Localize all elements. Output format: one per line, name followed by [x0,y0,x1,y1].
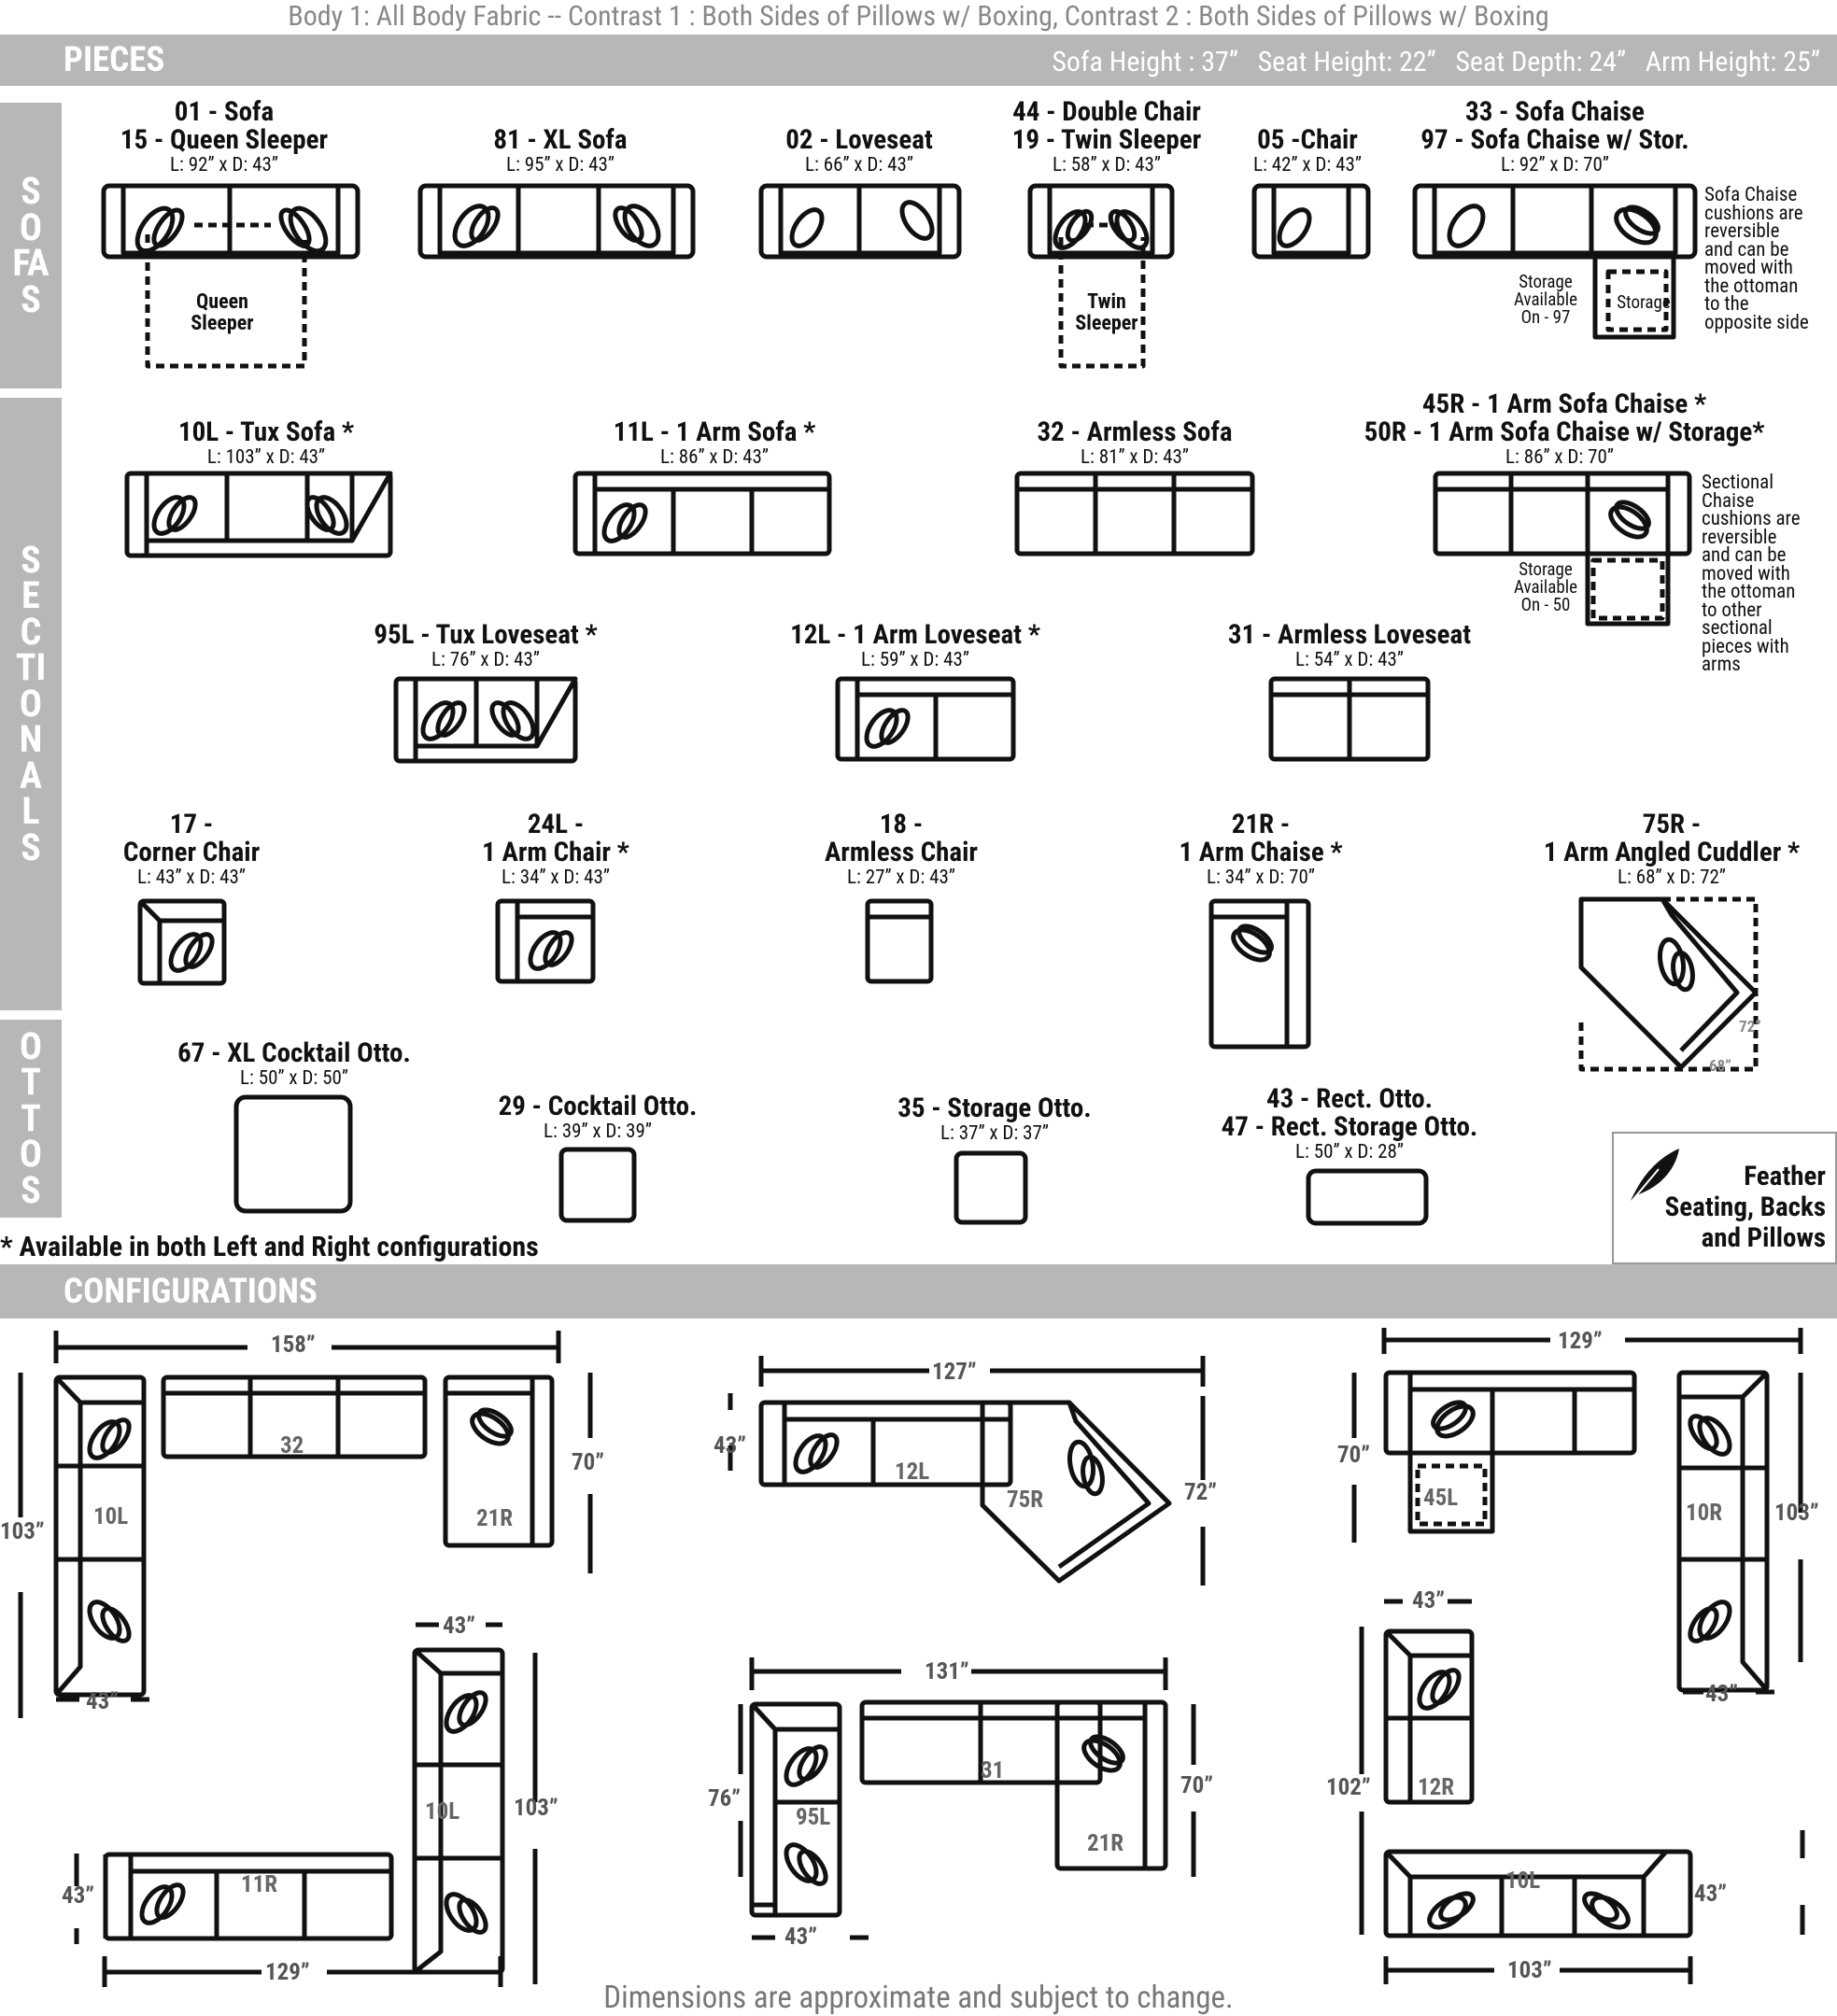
config-1-label-32: 32 [280,1432,304,1459]
cocktail-otto-29-drawing [558,1147,639,1225]
config-3-right: 103” [1774,1500,1819,1527]
config-3-label-10r: 10R [1686,1500,1723,1527]
piece-01-dim: L: 92” x D: 43” [170,154,278,176]
config-1-label-21r: 21R [476,1505,514,1532]
piece-24l-dim: L: 34” x D: 43” [502,867,610,889]
piece-33-dim: L: 92” x D: 70” [1501,154,1609,176]
one-arm-chair-24l-drawing [495,898,598,988]
piece-33-storage-available: Storage Available On - 97 [1513,271,1578,328]
piece-95l-dim: L: 76” x D: 43” [431,649,540,671]
piece-17-name: 17 - Corner Chair [122,809,261,868]
config-2-width: 127” [932,1359,977,1386]
sidebar-sofas [0,103,62,388]
piece-67-name: 67 - XL Cocktail Otto. [177,1037,411,1069]
piece-21r-name: 21R - 1 Arm Chaise * [1179,809,1343,868]
piece-45r-dim: L: 86” x D: 70” [1505,446,1614,469]
piece-10l-name: 10L - Tux Sofa * [177,416,355,448]
piece-35-dim: L: 37” x D: 37” [940,1122,1049,1145]
piece-18-name: 18 - Armless Chair [824,809,978,868]
piece-18-dim: L: 27” x D: 43” [847,867,955,889]
config-4-label-10l: 10L [425,1798,460,1826]
piece-29-dim: L: 39” x D: 39” [544,1121,652,1143]
piece-44-name: 44 - Double Chair 19 - Twin Sleeper [1011,96,1202,156]
config-6-label-12r: 12R [1418,1774,1455,1801]
sidebar-sectionals [0,398,62,1010]
piece-95l-name: 95L - Tux Loveseat * [374,619,598,651]
piece-67-dim: L: 50” x D: 50” [240,1067,348,1090]
config-4-drawing [0,1615,579,1989]
corner-chair-17-drawing [137,898,231,988]
config-2-label-12l: 12L [895,1459,930,1486]
piece-11l-dim: L: 86” x D: 43” [660,446,769,469]
piece-35-name: 35 - Storage Otto. [897,1093,1092,1124]
config-3-height: 70” [1337,1442,1370,1469]
rect-otto-43-drawing [1306,1168,1431,1226]
piece-44-dim: L: 58” x D: 43” [1053,154,1161,176]
piece-45r-storage-available: Storage Available On - 50 [1513,558,1578,615]
config-1-height: 103” [0,1518,45,1545]
config-3-bottom: 43” [1705,1681,1738,1708]
piece-17-dim: L: 43” x D: 43” [137,867,246,889]
sidebar-sofas-label: SOFAS [12,169,49,321]
config-4-label-11r: 11R [241,1871,278,1898]
piece-45r-name: 45R - 1 Arm Sofa Chaise * 50R - 1 Arm Sofa Chaise w/ Storage* [1364,388,1765,448]
piece-02-dim: L: 66” x D: 43” [805,154,913,176]
tux-loveseat-95l-drawing [393,676,580,766]
config-5-height: 76” [708,1785,741,1812]
piece-75r-dim: L: 68” x D: 72” [1618,867,1726,889]
piece-31-dim: L: 54” x D: 43” [1295,649,1404,671]
one-arm-sofa-11l-drawing [572,471,834,560]
config-4-right: 103” [514,1795,558,1822]
config-3-label-45l: 45L [1423,1485,1459,1512]
piece-32-dim: L: 81” x D: 43” [1081,446,1189,469]
tux-sofa-10l-drawing [124,471,395,560]
config-6-right: 43” [1694,1881,1727,1908]
config-1-label-10l: 10L [93,1503,129,1530]
config-6-label-10l: 10L [1505,1868,1541,1895]
config-5-bottom: 43” [784,1924,817,1951]
piece-81-dim: L: 95” x D: 43” [506,154,615,176]
piece-75r-dim-68: 68” [1709,1057,1731,1076]
sofa-01-drawing [101,183,362,370]
config-4-width: 129” [265,1959,310,1986]
config-4-top: 43” [443,1613,475,1640]
sidebar-ottos [0,1020,62,1218]
sofa-81-drawing [417,183,698,267]
armless-loveseat-31-drawing [1268,676,1433,766]
xl-cocktail-otto-67-drawing [233,1094,355,1216]
configurations-title: CONFIGURATIONS [64,1272,318,1312]
piece-12l-name: 12L - 1 Arm Loveseat * [790,619,1040,651]
piece-29-name: 29 - Cocktail Otto. [498,1091,698,1122]
pieces-title: PIECES [64,40,165,80]
config-1-right: 70” [572,1449,604,1476]
height-specs: Sofa Height : 37” Seat Height: 22” Seat Depth: 24” Arm Height: 25” [1052,46,1820,78]
piece-02-name: 02 - Loveseat [785,124,933,156]
piece-45r-side-note: Sectional Chaise cushions are reversible and can be moved with the ottoman to other sectional pieces with arms [1702,472,1801,676]
config-5-label-95l: 95L [796,1804,831,1831]
chair-05-drawing [1251,183,1373,267]
config-2-height: 43” [714,1432,746,1459]
disclaimer: Dimensions are approximate and subject to change. [603,1980,1234,2016]
piece-05-dim: L: 42” x D: 43” [1253,154,1362,176]
piece-33-side-note: Sofa Chaise cushions are reversible and can be moved with the ottoman to the opposite side [1704,184,1809,334]
piece-32-name: 32 - Armless Sofa [1037,416,1233,448]
piece-21r-dim: L: 34” x D: 70” [1207,867,1315,889]
piece-43-dim: L: 50” x D: 28” [1295,1141,1404,1163]
armless-chair-18-drawing [865,898,936,988]
angled-cuddler-75r-drawing [1578,896,1765,1074]
piece-81-name: 81 - XL Sofa [493,124,628,156]
config-2-right: 72” [1184,1479,1217,1506]
config-6-width: 103” [1507,1957,1552,1984]
piece-12l-dim: L: 59” x D: 43” [861,649,969,671]
config-3-width: 129” [1558,1328,1603,1355]
pieces-header-band [0,35,1837,86]
config-2-label-75r: 75R [1007,1487,1044,1514]
fabric-note: Body 1: All Body Fabric -- Contrast 1 : Both Sides of Pillows w/ Boxing, Contrast 2 : Both Sides of Pillows w/ Boxing [288,0,1549,33]
config-5-width: 131” [925,1658,969,1685]
piece-75r-dim-72: 72” [1739,1018,1761,1036]
config-1-bottom: 43” [86,1688,119,1715]
piece-11l-name: 11L - 1 Arm Sofa * [613,416,816,448]
piece-44-inner-label: Twin Sleeper [1075,290,1138,335]
loveseat-02-drawing [758,183,964,267]
storage-otto-35-drawing [954,1150,1030,1225]
piece-10l-dim: L: 103” x D: 43” [206,446,326,469]
piece-01-inner-label: Queen Sleeper [191,290,254,335]
configurations-header-band [0,1264,1837,1318]
feather-badge [1612,1132,1837,1264]
one-arm-chaise-21r-drawing [1208,898,1313,1051]
config-6-top: 43” [1412,1587,1445,1614]
armless-sofa-32-drawing [1014,471,1257,560]
feather-text: Feather Seating, Backs and Pillows [1664,1161,1826,1254]
piece-43-name: 43 - Rect. Otto. 47 - Rect. Storage Otto. [1221,1083,1478,1143]
piece-01-name: 01 - Sofa 15 - Queen Sleeper [120,96,329,156]
config-5-label-31: 31 [981,1757,1005,1784]
sidebar-sectionals-label: SECTIONALS [15,537,47,869]
piece-05-name: 05 -Chair [1257,124,1358,156]
piece-31-name: 31 - Armless Loveseat [1227,619,1472,651]
one-arm-loveseat-12l-drawing [835,676,1018,766]
config-1-width: 158” [271,1332,316,1359]
sidebar-ottos-label: OTTOS [19,1023,43,1212]
config-5-right: 70” [1180,1772,1213,1799]
piece-33-name: 33 - Sofa Chaise 97 - Sofa Chaise w/ Stor. [1420,96,1689,156]
config-6-height: 102” [1326,1774,1371,1801]
config-5-drawing [710,1653,1233,1961]
footnote: * Available in both Left and Right configurations [0,1231,539,1263]
double-chair-44-drawing [1027,183,1177,370]
piece-33-storage-label: Storage [1617,291,1671,313]
config-5-label-21r: 21R [1087,1830,1124,1857]
piece-75r-name: 75R - 1 Arm Angled Cuddler * [1543,809,1801,868]
config-4-height: 43” [62,1882,94,1910]
piece-24l-name: 24L - 1 Arm Chair * [482,809,629,868]
